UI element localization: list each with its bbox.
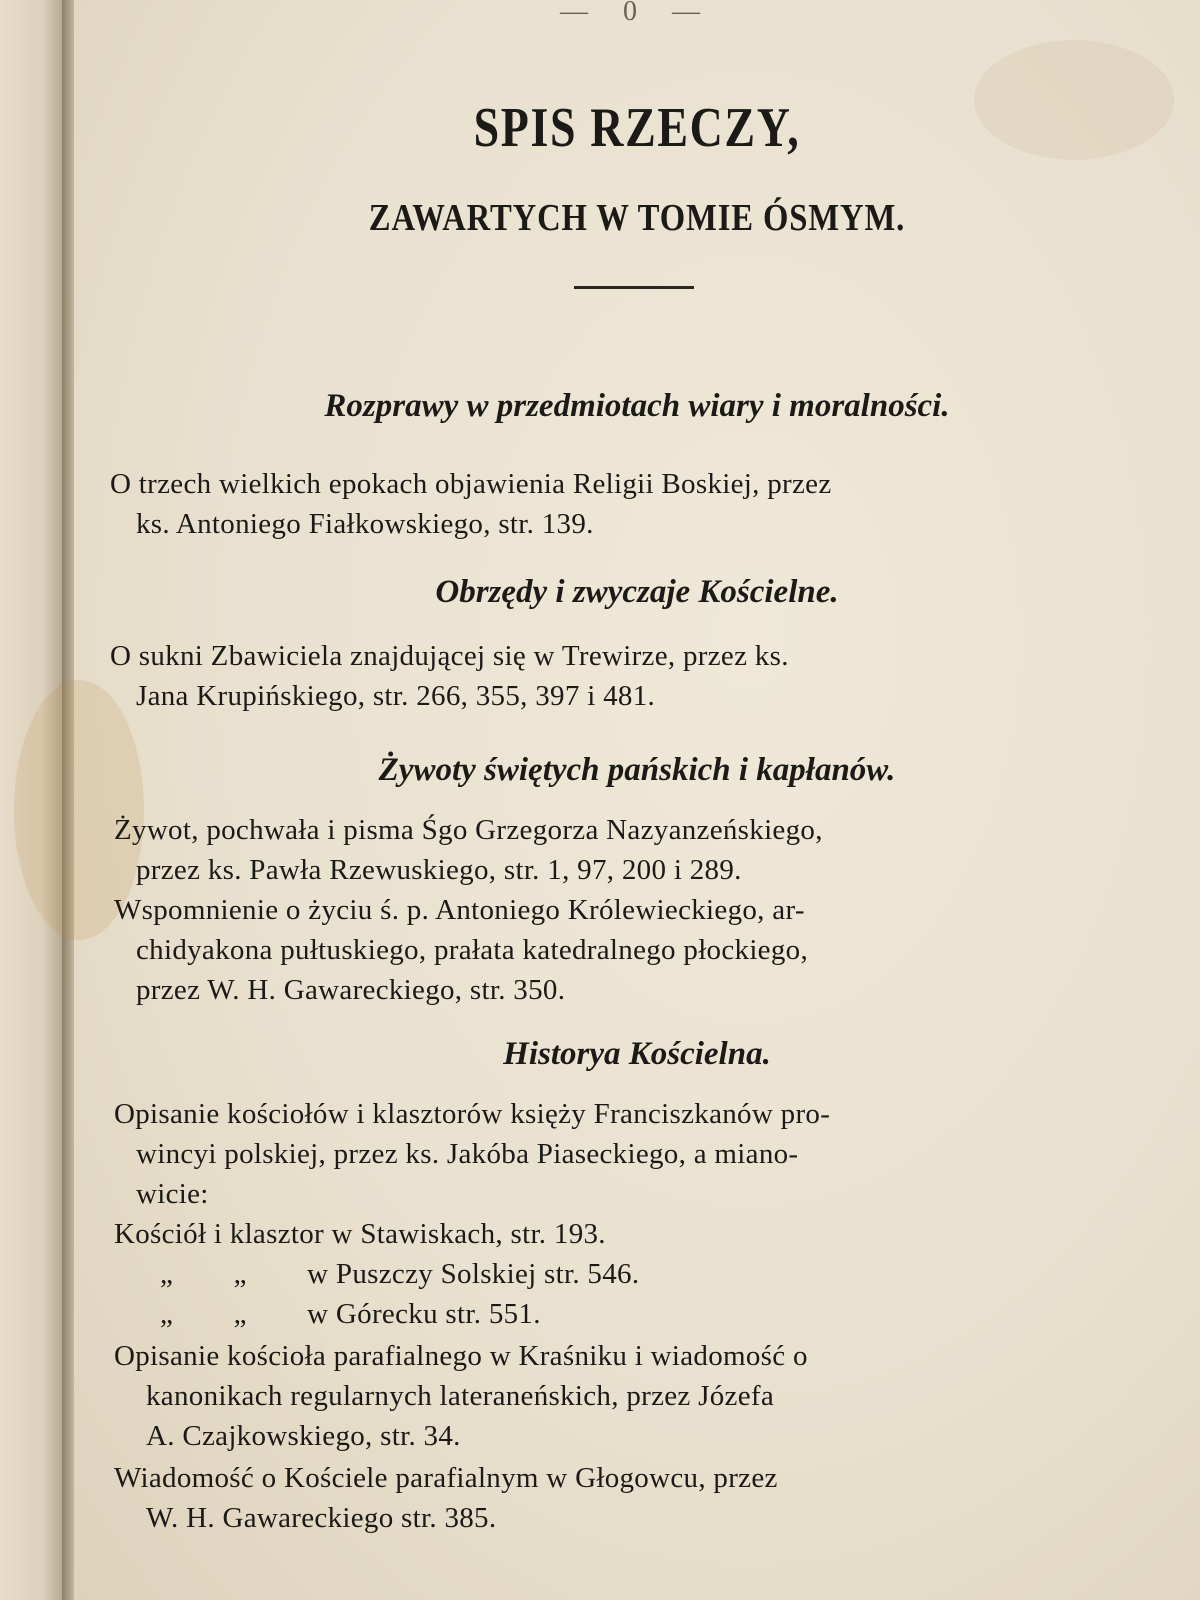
title-divider [574,286,694,289]
entry-line: O sukni Zbawiciela znajdującej się w Trewirze, przez ks. [110,640,789,672]
entry-line: wicie: [136,1178,209,1210]
entry-line: Opisanie kościołów i klasztorów księży Franciszkanów pro- [114,1098,831,1130]
entry-line: O trzech wielkich epokach objawienia Religii Boskiej, przez [110,468,832,500]
entry-line: Opisanie kościoła parafialnego w Kraśniku i wiadomość o [114,1340,808,1372]
entry-line: kanonikach regularnych lateraneńskich, przez Józefa [146,1380,775,1412]
entry-line: W. H. Gawareckiego str. 385. [146,1502,497,1534]
entry-line: Kościół i klasztor w Stawiskach, str. 193. [114,1218,606,1250]
entry-line: „ „ w Górecku str. 551. [160,1298,541,1330]
entry-line: Wiadomość o Kościele parafialnym w Głogowcu, przez [114,1462,778,1494]
entry-line: A. Czajkowskiego, str. 34. [146,1420,461,1452]
entry-line: przez W. H. Gawareckiego, str. 350. [136,974,566,1006]
entry-line: Wspomnienie o życiu ś. p. Antoniego Królewieckiego, ar- [114,894,805,926]
section-heading-doctrine: Rozprawy w przedmiotach wiary i moralności. [324,388,950,424]
section-heading-rites: Obrzędy i zwyczaje Kościelne. [435,574,839,610]
page-title: SPIS RZECZY, [473,97,801,159]
entry-line: chidyakona pułtuskiego, prałata katedralnego płockiego, [136,934,809,966]
page-subtitle: ZAWARTYCH W TOMIE ÓSMYM. [368,197,906,239]
entry-line: przez ks. Pawła Rzewuskiego, str. 1, 97, 200 i 289. [136,854,742,886]
entry-line: Żywot, pochwała i pisma Śgo Grzegorza Nazyanzeńskiego, [114,814,823,846]
entry-line: Jana Krupińskiego, str. 266, 355, 397 i 481. [136,680,656,712]
entry-line: ks. Antoniego Fiałkowskiego, str. 139. [136,508,594,540]
section-heading-church-history: Historya Kościelna. [503,1036,771,1072]
entry-line: wincyi polskiej, przez ks. Jakóba Piaseckiego, a miano- [136,1138,799,1170]
page-content [74,0,1200,1600]
section-heading-lives: Żywoty świętych pańskich i kapłanów. [378,752,896,788]
page-number: — 0 — [560,0,714,27]
entry-line: „ „ w Puszczy Solskiej str. 546. [160,1258,640,1290]
book-page [74,0,1200,1600]
